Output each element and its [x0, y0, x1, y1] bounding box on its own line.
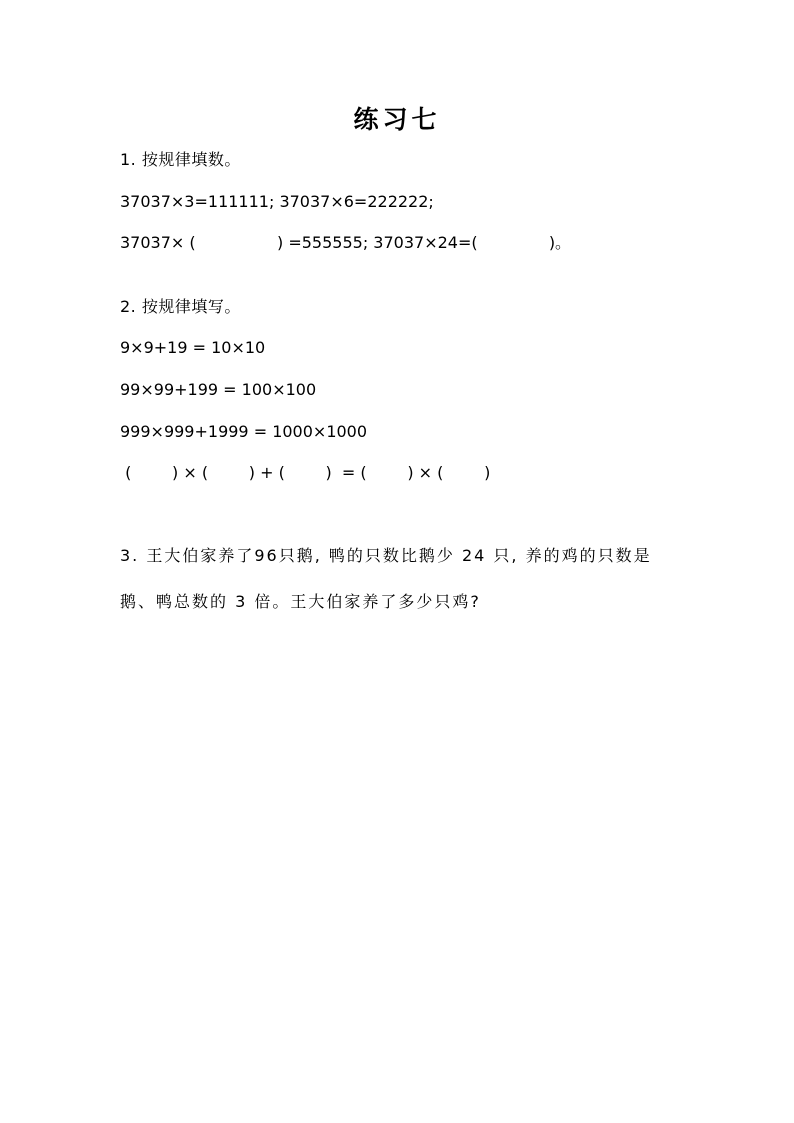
question-1-heading: 1. 按规律填数。: [120, 150, 241, 169]
question-1-blanks: 37037× ( ) =555555; 37037×24=( )。: [120, 233, 572, 252]
question-1-example: 37037×3=111111; 37037×6=222222;: [120, 192, 434, 211]
question-2-pattern-3: 999×999+1999 = 1000×1000: [120, 422, 368, 441]
question-3-text-line-1: 3. 王大伯家养了96只鹅, 鸭的只数比鹅少 24 只, 养的鸡的只数是: [120, 546, 652, 565]
question-2-heading: 2. 按规律填写。: [120, 297, 241, 316]
question-2-pattern-1: 9×9+19 = 10×10: [120, 338, 266, 357]
page-title: 练习七: [353, 105, 441, 134]
question-2-blanks: ( ) × ( ) + ( ) = ( ) × ( ): [120, 463, 491, 482]
question-3-text-line-2: 鹅、鸭总数的 3 倍。王大伯家养了多少只鸡?: [120, 592, 481, 611]
question-2-pattern-2: 99×99+199 = 100×100: [120, 380, 317, 399]
